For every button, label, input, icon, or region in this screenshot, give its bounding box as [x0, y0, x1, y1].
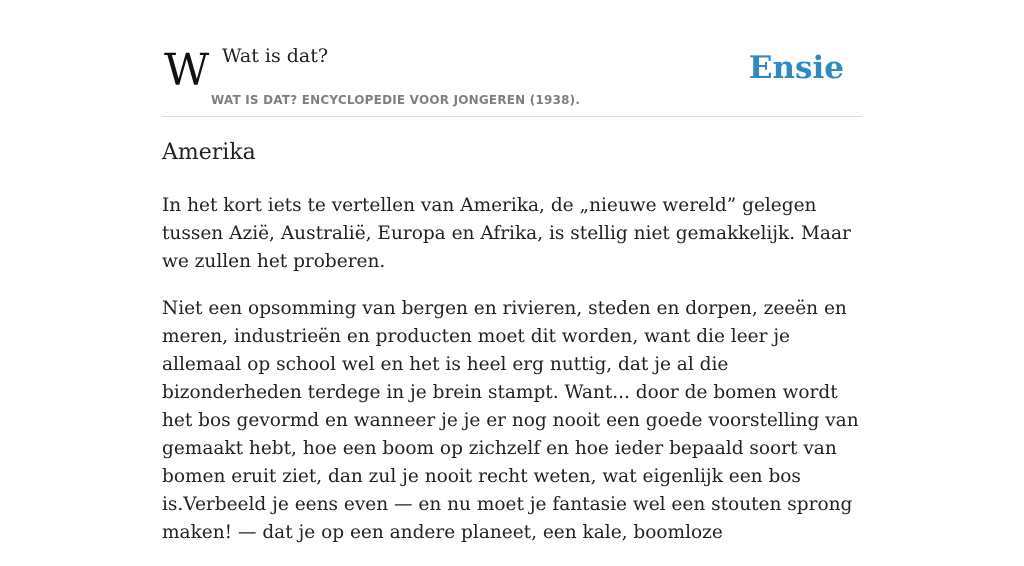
- article-title: Amerika: [162, 140, 256, 165]
- page: [162, 0, 862, 543]
- ensie-brand-link[interactable]: Ensie: [748, 50, 844, 86]
- article-body: [162, 192, 862, 566]
- site-header: [162, 0, 862, 117]
- site-logo-icon[interactable]: W: [164, 45, 204, 96]
- site-subtitle: WAT IS DAT? ENCYCLOPEDIE VOOR JONGEREN (1938).: [211, 93, 581, 107]
- site-title-link[interactable]: Wat is dat?: [222, 45, 329, 67]
- article-paragraph-2: Niet een opsomming van bergen en rivieren, steden en dorpen, zeeën en meren, industrieën en producten moet dit worden, want die leer je allemaal op school wel en het is heel erg nuttig, dat je al die bizonderheden terdege in je brein stampt. Want... door de bomen wordt het bos gevormd en wanneer je je er nog nooit een goede voorstelling van gemaakt hebt, hoe een boom op zichzelf en hoe ieder bepaald soort van bomen eruit ziet, dan zul je nooit recht weten, wat eigenlijk een bos is.Verbeeld je eens even — en nu moet je fantasie wel een stouten sprong maken! — dat je op een andere planeet, een kale, boomloze: [162, 298, 859, 543]
- article-paragraph-1: In het kort iets te vertellen van Amerika, de „nieuwe wereld” gelegen tussen Azië, Australië, Europa en Afrika, is stellig niet gemakkelijk. Maar we zullen het proberen.: [162, 195, 851, 272]
